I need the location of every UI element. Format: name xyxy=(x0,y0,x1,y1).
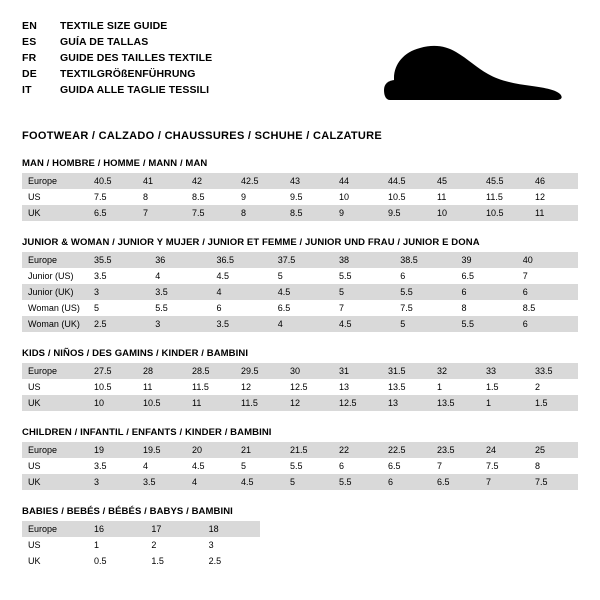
cell: 33 xyxy=(480,363,529,379)
section-title: KIDS / NIÑOS / DES GAMINS / KINDER / BAMBINI xyxy=(22,348,249,359)
cell: 11.5 xyxy=(186,379,235,395)
section-kids xyxy=(22,348,578,411)
cell: 10.5 xyxy=(480,205,529,221)
table-row xyxy=(22,537,260,553)
cell: 2.5 xyxy=(88,316,149,332)
cell: 21 xyxy=(235,442,284,458)
cell: 6 xyxy=(382,474,431,490)
cell: 33.5 xyxy=(529,363,578,379)
cell: 7 xyxy=(517,268,578,284)
cell: 8 xyxy=(235,205,284,221)
cell: 37.5 xyxy=(272,252,333,268)
cell: 19 xyxy=(88,442,137,458)
table-row xyxy=(22,189,578,205)
cell: 5.5 xyxy=(394,284,455,300)
cell: 2.5 xyxy=(203,553,260,569)
row-label: Woman (UK) xyxy=(22,316,88,332)
cell: 35.5 xyxy=(88,252,149,268)
row-label: UK xyxy=(22,553,88,569)
section-title: BABIES / BEBÉS / BÉBÉS / BABYS / BAMBINI xyxy=(22,506,233,517)
category-title: FOOTWEAR / CALZADO / CHAUSSURES / SCHUHE / CALZATURE xyxy=(22,130,383,142)
cell: 5 xyxy=(394,316,455,332)
language-code: DE xyxy=(22,68,37,80)
cell: 7 xyxy=(480,474,529,490)
cell: 45 xyxy=(431,173,480,189)
cell: 11 xyxy=(137,379,186,395)
cell: 9 xyxy=(235,189,284,205)
cell: 21.5 xyxy=(284,442,333,458)
size-table-man xyxy=(22,173,578,221)
cell: 20 xyxy=(186,442,235,458)
table-row xyxy=(22,553,260,569)
cell: 4 xyxy=(272,316,333,332)
cell: 22 xyxy=(333,442,382,458)
cell: 8 xyxy=(529,458,578,474)
language-code: FR xyxy=(22,52,37,64)
cell: 7 xyxy=(137,205,186,221)
cell: 6.5 xyxy=(88,205,137,221)
cell: 3 xyxy=(88,284,149,300)
language-row xyxy=(22,18,578,34)
cell: 6.5 xyxy=(272,300,333,316)
cell: 5.5 xyxy=(333,268,394,284)
cell: 7 xyxy=(333,300,394,316)
cell: 40.5 xyxy=(88,173,137,189)
cell: 7.5 xyxy=(529,474,578,490)
cell: 5.5 xyxy=(456,316,517,332)
cell: 6.5 xyxy=(456,268,517,284)
dress-shoe-icon xyxy=(376,34,566,104)
table-row xyxy=(22,173,578,189)
section-title: CHILDREN / INFANTIL / ENFANTS / KINDER / BAMBINI xyxy=(22,427,272,438)
language-code: IT xyxy=(22,84,32,96)
cell: 5.5 xyxy=(149,300,210,316)
cell: 3.5 xyxy=(211,316,272,332)
section-junior-woman xyxy=(22,237,578,332)
section-title: MAN / HOMBRE / HOMME / MANN / MAN xyxy=(22,158,208,169)
cell: 8 xyxy=(137,189,186,205)
row-label: Woman (US) xyxy=(22,300,88,316)
cell: 5.5 xyxy=(284,458,333,474)
section-babies xyxy=(22,506,578,569)
cell: 8.5 xyxy=(186,189,235,205)
cell: 4 xyxy=(186,474,235,490)
cell: 8.5 xyxy=(284,205,333,221)
cell: 7.5 xyxy=(480,458,529,474)
row-label: Europe xyxy=(22,252,88,268)
cell: 16 xyxy=(88,521,145,537)
language-title: TEXTILGRÖßENFÜHRUNG xyxy=(60,68,196,80)
section-children xyxy=(22,427,578,490)
row-label: Europe xyxy=(22,363,88,379)
cell: 36.5 xyxy=(211,252,272,268)
language-title: TEXTILE SIZE GUIDE xyxy=(60,20,168,32)
cell: 3.5 xyxy=(149,284,210,300)
cell: 6 xyxy=(333,458,382,474)
cell: 13.5 xyxy=(431,395,480,411)
size-table-kids xyxy=(22,363,578,411)
cell: 17 xyxy=(145,521,202,537)
language-title: GUIDA ALLE TAGLIE TESSILI xyxy=(60,84,210,96)
row-label: UK xyxy=(22,474,88,490)
row-label: US xyxy=(22,379,88,395)
cell: 24 xyxy=(480,442,529,458)
cell: 6 xyxy=(517,284,578,300)
cell: 9.5 xyxy=(284,189,333,205)
cell: 4 xyxy=(137,458,186,474)
cell: 36 xyxy=(149,252,210,268)
row-label: UK xyxy=(22,395,88,411)
cell: 8.5 xyxy=(517,300,578,316)
cell: 12.5 xyxy=(284,379,333,395)
table-row xyxy=(22,363,578,379)
cell: 10 xyxy=(88,395,137,411)
language-code: ES xyxy=(22,36,37,48)
row-label: UK xyxy=(22,205,88,221)
size-table-babies xyxy=(22,521,260,569)
cell: 23.5 xyxy=(431,442,480,458)
cell: 41 xyxy=(137,173,186,189)
cell: 7.5 xyxy=(394,300,455,316)
cell: 29.5 xyxy=(235,363,284,379)
cell: 12 xyxy=(284,395,333,411)
cell: 4.5 xyxy=(272,284,333,300)
cell: 46 xyxy=(529,173,578,189)
cell: 11 xyxy=(186,395,235,411)
cell: 10.5 xyxy=(137,395,186,411)
cell: 4 xyxy=(211,284,272,300)
row-label: US xyxy=(22,189,88,205)
section-man xyxy=(22,158,578,221)
cell: 3 xyxy=(88,474,137,490)
cell: 1 xyxy=(88,537,145,553)
cell: 5 xyxy=(272,268,333,284)
row-label: US xyxy=(22,537,88,553)
language-code: EN xyxy=(22,20,37,32)
cell: 2 xyxy=(529,379,578,395)
size-table-children xyxy=(22,442,578,490)
cell: 10 xyxy=(333,189,382,205)
cell: 13 xyxy=(333,379,382,395)
cell: 13.5 xyxy=(382,379,431,395)
table-row xyxy=(22,458,578,474)
table-row xyxy=(22,379,578,395)
cell: 10.5 xyxy=(382,189,431,205)
cell: 3 xyxy=(203,537,260,553)
cell: 25 xyxy=(529,442,578,458)
cell: 9 xyxy=(333,205,382,221)
cell: 38.5 xyxy=(394,252,455,268)
cell: 3.5 xyxy=(88,268,149,284)
cell: 19.5 xyxy=(137,442,186,458)
cell: 18 xyxy=(203,521,260,537)
cell: 38 xyxy=(333,252,394,268)
row-label: Junior (UK) xyxy=(22,284,88,300)
language-title: GUIDE DES TAILLES TEXTILE xyxy=(60,52,213,64)
cell: 6 xyxy=(517,316,578,332)
row-label: Europe xyxy=(22,521,88,537)
cell: 42 xyxy=(186,173,235,189)
cell: 1.5 xyxy=(145,553,202,569)
cell: 9.5 xyxy=(382,205,431,221)
table-row xyxy=(22,252,578,268)
cell: 2 xyxy=(145,537,202,553)
cell: 30 xyxy=(284,363,333,379)
cell: 4.5 xyxy=(186,458,235,474)
cell: 43 xyxy=(284,173,333,189)
table-row xyxy=(22,316,578,332)
cell: 28.5 xyxy=(186,363,235,379)
cell: 12.5 xyxy=(333,395,382,411)
cell: 4 xyxy=(149,268,210,284)
cell: 11.5 xyxy=(480,189,529,205)
cell: 1 xyxy=(431,379,480,395)
cell: 7 xyxy=(431,458,480,474)
cell: 6.5 xyxy=(382,458,431,474)
cell: 31.5 xyxy=(382,363,431,379)
cell: 4.5 xyxy=(211,268,272,284)
cell: 5 xyxy=(88,300,149,316)
table-row xyxy=(22,521,260,537)
cell: 44 xyxy=(333,173,382,189)
cell: 4.5 xyxy=(333,316,394,332)
table-row xyxy=(22,442,578,458)
cell: 6 xyxy=(211,300,272,316)
cell: 11 xyxy=(431,189,480,205)
cell: 5 xyxy=(235,458,284,474)
cell: 11 xyxy=(529,205,578,221)
cell: 5.5 xyxy=(333,474,382,490)
cell: 40 xyxy=(517,252,578,268)
cell: 8 xyxy=(456,300,517,316)
cell: 6.5 xyxy=(431,474,480,490)
language-title: GUÍA DE TALLAS xyxy=(60,36,149,48)
cell: 3.5 xyxy=(137,474,186,490)
cell: 22.5 xyxy=(382,442,431,458)
cell: 6 xyxy=(456,284,517,300)
cell: 44.5 xyxy=(382,173,431,189)
cell: 1.5 xyxy=(529,395,578,411)
table-row xyxy=(22,205,578,221)
table-row xyxy=(22,474,578,490)
cell: 3.5 xyxy=(88,458,137,474)
row-label: Junior (US) xyxy=(22,268,88,284)
cell: 10 xyxy=(431,205,480,221)
cell: 45.5 xyxy=(480,173,529,189)
cell: 11.5 xyxy=(235,395,284,411)
table-row xyxy=(22,268,578,284)
cell: 1 xyxy=(480,395,529,411)
cell: 1.5 xyxy=(480,379,529,395)
table-row xyxy=(22,300,578,316)
cell: 32 xyxy=(431,363,480,379)
cell: 10.5 xyxy=(88,379,137,395)
row-label: Europe xyxy=(22,173,88,189)
cell: 39 xyxy=(456,252,517,268)
cell: 5 xyxy=(333,284,394,300)
cell: 12 xyxy=(529,189,578,205)
cell: 5 xyxy=(284,474,333,490)
row-label: Europe xyxy=(22,442,88,458)
cell: 31 xyxy=(333,363,382,379)
cell: 4.5 xyxy=(235,474,284,490)
cell: 7.5 xyxy=(186,205,235,221)
table-row xyxy=(22,395,578,411)
cell: 3 xyxy=(149,316,210,332)
cell: 13 xyxy=(382,395,431,411)
section-title: JUNIOR & WOMAN / JUNIOR Y MUJER / JUNIOR ET FEMME / JUNIOR UND FRAU / JUNIOR E DONA xyxy=(22,237,480,248)
table-row xyxy=(22,284,578,300)
cell: 7.5 xyxy=(88,189,137,205)
cell: 0.5 xyxy=(88,553,145,569)
cell: 27.5 xyxy=(88,363,137,379)
document-header xyxy=(22,18,578,116)
cell: 12 xyxy=(235,379,284,395)
row-label: US xyxy=(22,458,88,474)
cell: 42.5 xyxy=(235,173,284,189)
cell: 6 xyxy=(394,268,455,284)
size-table-junior-woman xyxy=(22,252,578,332)
cell: 28 xyxy=(137,363,186,379)
